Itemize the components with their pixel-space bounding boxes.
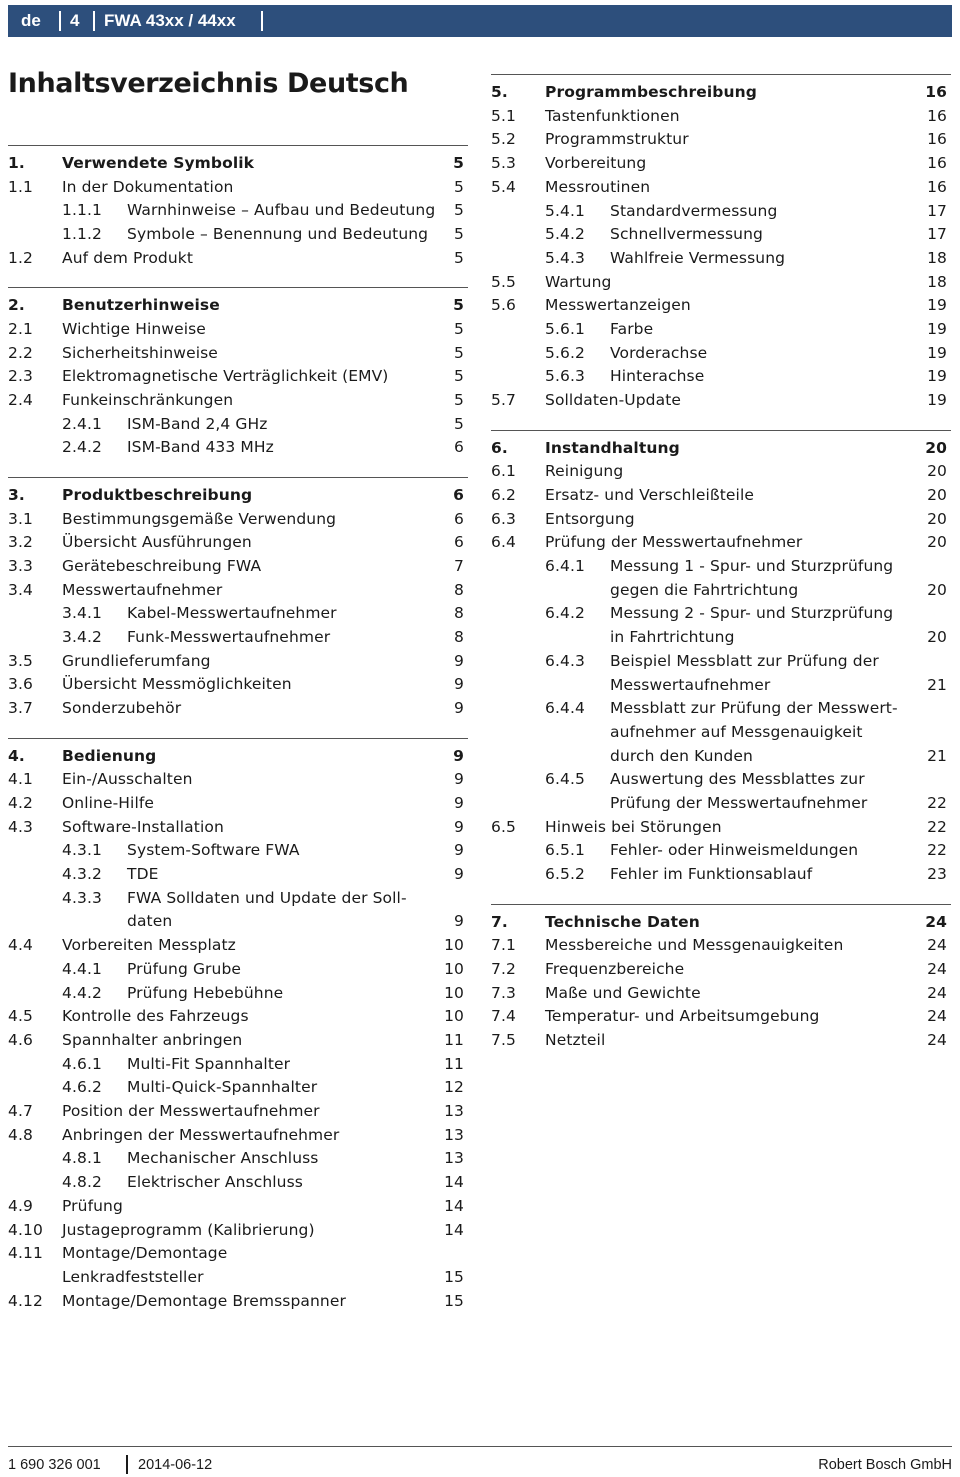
toc-entry-text: Hinterachse xyxy=(610,367,705,386)
header-page-number: 4 xyxy=(70,11,80,30)
toc-entry-number: 3. xyxy=(8,485,25,504)
toc-entry-page: 19 xyxy=(927,320,947,338)
toc-entry-page: 19 xyxy=(927,296,947,315)
page-title: Inhaltsverzeichnis Deutsch xyxy=(8,68,409,99)
toc-entry-page: 18 xyxy=(927,248,947,267)
toc-entry-page: 13 xyxy=(444,1102,464,1120)
toc-entry-number: 6.5.2 xyxy=(545,865,585,884)
header-bar xyxy=(8,5,952,37)
toc-entry-number: 5.4.3 xyxy=(545,248,585,267)
toc-entry-text: Entsorgung xyxy=(545,509,635,528)
toc-entry-number: 3.6 xyxy=(8,675,33,694)
toc-entry-number: 4.5 xyxy=(8,1007,33,1026)
toc-entry-text: Instandhaltung xyxy=(545,438,680,457)
toc-entry-number: 1.1 xyxy=(8,177,33,196)
toc-entry-page: 9 xyxy=(454,770,464,789)
toc-entry-page: 14 xyxy=(444,1220,464,1239)
toc-entry-number: 1.1.1 xyxy=(62,201,102,220)
toc-entry-number: 1. xyxy=(8,154,25,172)
toc-entry-number: 6.4 xyxy=(491,533,516,552)
toc-entry-page: 24 xyxy=(925,912,947,931)
toc-entry-number: 4.3.3 xyxy=(62,888,102,907)
toc-entry-page: 5 xyxy=(454,319,464,338)
toc-entry-page: 17 xyxy=(927,225,947,244)
toc-entry-text: daten xyxy=(127,912,173,931)
toc-entry-text: Ersatz- und Verschleißteile xyxy=(545,485,754,504)
toc-entry-text: System-Software FWA xyxy=(127,841,300,860)
toc-entry-page: 5 xyxy=(454,201,464,220)
toc-entry-number: 7.3 xyxy=(491,983,516,1002)
toc-entry-page: 6 xyxy=(454,509,464,528)
toc-entry-number: 5.6 xyxy=(491,296,516,315)
toc-entry-number: 5.3 xyxy=(491,154,516,173)
toc-entry-text: Auf dem Produkt xyxy=(62,248,194,267)
toc-entry-number: 4.10 xyxy=(8,1220,43,1239)
toc-entry-number: 4.8 xyxy=(8,1125,33,1144)
toc-entry-page: 5 xyxy=(454,248,464,267)
toc-entry-text: Farbe xyxy=(610,320,654,338)
toc-entry-number: 3.4 xyxy=(8,580,33,599)
toc-entry-page: 5 xyxy=(454,225,464,244)
toc-entry-number: 3.3 xyxy=(8,556,33,575)
toc-entry-number: 3.2 xyxy=(8,533,33,552)
toc-entry-number: 6.4.4 xyxy=(545,699,585,718)
toc-entry-text: Sonderzubehör xyxy=(62,699,182,718)
toc-entry-text: Messroutinen xyxy=(545,177,651,196)
toc-entry-page: 17 xyxy=(927,201,947,220)
toc-entry-number: 3.1 xyxy=(8,509,33,528)
toc-entry-page: 6 xyxy=(454,438,464,457)
toc-entry-text: Maße und Gewichte xyxy=(545,983,701,1002)
toc-entry-text: Wartung xyxy=(545,272,612,291)
toc-entry-text: Grundlieferumfang xyxy=(62,651,211,670)
toc-entry-text: durch den Kunden xyxy=(610,746,753,765)
toc-entry-number: 4.8.2 xyxy=(62,1173,102,1192)
toc-entry-page: 9 xyxy=(453,746,464,765)
toc-entry-text: Netzteil xyxy=(545,1031,606,1049)
toc-entry-page: 21 xyxy=(927,746,947,765)
toc-entry-text: Fehler- oder Hinweismeldungen xyxy=(610,841,859,860)
toc-entry-text: Fehler im Funktionsablauf xyxy=(610,865,813,884)
header-model: FWA 43xx / 44xx xyxy=(104,11,236,30)
toc-entry-page: 7 xyxy=(454,556,464,575)
toc-entry-text: Gerätebeschreibung FWA xyxy=(62,556,262,575)
toc-entry-number: 7.1 xyxy=(491,936,516,955)
toc-entry-page: 19 xyxy=(927,391,947,410)
toc-entry-page: 14 xyxy=(444,1173,464,1192)
toc-entry-page: 21 xyxy=(927,675,947,694)
header-separator xyxy=(59,11,61,31)
toc-entry-text: FWA Solldaten und Update der Soll- xyxy=(127,888,407,907)
toc-entry-number: 1.2 xyxy=(8,248,33,267)
footer-separator xyxy=(126,1455,128,1474)
toc-entry-number: 6.4.5 xyxy=(545,770,585,789)
toc-entry-page: 10 xyxy=(444,959,464,978)
toc-entry-number: 2.4 xyxy=(8,391,33,409)
toc-entry-text: Prüfung Hebebühne xyxy=(127,983,284,1002)
toc-entry-text: In der Dokumentation xyxy=(62,177,234,196)
toc-entry-text: Bedienung xyxy=(62,746,157,765)
toc-entry-text: Vorbereitung xyxy=(545,154,647,173)
chapter-rule xyxy=(8,287,468,288)
toc-entry-number: 3.4.1 xyxy=(62,604,102,623)
chapter-rule xyxy=(491,74,951,75)
toc-entry-page: 9 xyxy=(454,912,464,931)
toc-entry-text: Auswertung des Messblattes zur xyxy=(610,770,865,789)
toc-entry-page: 15 xyxy=(444,1291,464,1310)
toc-entry-text: in Fahrtrichtung xyxy=(610,628,735,647)
toc-entry-text: Tastenfunktionen xyxy=(545,106,680,125)
toc-entry-page: 5 xyxy=(454,391,464,409)
toc-entry-page: 5 xyxy=(453,154,464,172)
toc-entry-page: 19 xyxy=(927,367,947,386)
toc-entry-page: 15 xyxy=(444,1267,464,1286)
toc-entry-page: 6 xyxy=(454,533,464,552)
toc-entry-text: Vorbereiten Messplatz xyxy=(62,936,236,955)
toc-entry-number: 4.9 xyxy=(8,1196,33,1215)
toc-entry-page: 5 xyxy=(454,343,464,362)
toc-entry-text: Kontrolle des Fahrzeugs xyxy=(62,1007,249,1026)
header-separator xyxy=(261,11,263,31)
toc-entry-page: 9 xyxy=(454,651,464,670)
toc-entry-text: Symbole – Benennung und Bedeutung xyxy=(127,225,429,244)
toc-entry-number: 7.5 xyxy=(491,1031,516,1049)
toc-entry-page: 16 xyxy=(927,154,947,173)
toc-entry-text: Hinweis bei Störungen xyxy=(545,817,722,836)
toc-entry-text: aufnehmer auf Messgenauigkeit xyxy=(610,722,863,741)
toc-entry-number: 4.4.2 xyxy=(62,983,102,1002)
toc-entry-page: 16 xyxy=(927,130,947,149)
toc-entry-number: 4.3 xyxy=(8,817,33,836)
toc-entry-text: Ein-/Ausschalten xyxy=(62,770,193,789)
toc-entry-text: Prüfung der Messwertaufnehmer xyxy=(545,533,803,552)
toc-entry-text: Prüfung xyxy=(62,1196,123,1215)
toc-entry-text: Übersicht Messmöglichkeiten xyxy=(62,675,292,694)
toc-entry-text: Reinigung xyxy=(545,462,624,481)
toc-entry-number: 6.4.1 xyxy=(545,557,585,575)
toc-entry-page: 8 xyxy=(454,628,464,646)
toc-entry-text: Beispiel Messblatt zur Prüfung der xyxy=(610,651,879,670)
toc-entry-text: ISM-Band 433 MHz xyxy=(127,438,274,457)
toc-entry-text: Multi-Quick-Spannhalter xyxy=(127,1078,318,1097)
toc-entry-text: Übersicht Ausführungen xyxy=(62,533,252,552)
toc-entry-page: 5 xyxy=(454,367,464,386)
toc-entry-number: 3.4.2 xyxy=(62,628,102,646)
toc-entry-number: 6.2 xyxy=(491,485,516,504)
toc-entry-text: TDE xyxy=(127,865,159,883)
toc-entry-number: 6.3 xyxy=(491,509,516,528)
toc-entry-number: 2.3 xyxy=(8,367,33,386)
toc-entry-text: Schnellvermessung xyxy=(610,225,763,244)
toc-entry-text: Solldaten-Update xyxy=(545,391,682,410)
toc-entry-text: Messwertanzeigen xyxy=(545,296,691,315)
toc-entry-number: 6.5 xyxy=(491,817,516,836)
toc-entry-page: 20 xyxy=(927,628,947,647)
toc-entry-text: Kabel-Messwertaufnehmer xyxy=(127,604,337,623)
toc-entry-number: 7.2 xyxy=(491,959,516,978)
toc-entry-page: 10 xyxy=(444,936,464,955)
toc-entry-page: 9 xyxy=(454,817,464,836)
toc-entry-text: ISM-Band 2,4 GHz xyxy=(127,414,268,433)
toc-entry-number: 4.2 xyxy=(8,793,33,812)
toc-entry-text: Wahlfreie Vermessung xyxy=(610,248,786,267)
toc-entry-page: 6 xyxy=(453,485,464,504)
toc-entry-text: Spannhalter anbringen xyxy=(62,1030,243,1049)
toc-entry-text: Online-Hilfe xyxy=(62,793,155,812)
toc-entry-page: 24 xyxy=(927,1007,947,1026)
toc-entry-number: 5.6.2 xyxy=(545,343,585,362)
toc-entry-text: Technische Daten xyxy=(545,912,700,931)
toc-entry-page: 10 xyxy=(444,983,464,1002)
toc-entry-text: Position der Messwertaufnehmer xyxy=(62,1102,320,1120)
toc-entry-page: 22 xyxy=(927,817,947,836)
toc-entry-number: 4.4 xyxy=(8,936,33,955)
toc-entry-page: 24 xyxy=(927,936,947,955)
page-footer xyxy=(8,1446,952,1477)
toc-entry-number: 4.1 xyxy=(8,770,33,789)
toc-entry-number: 4.7 xyxy=(8,1102,33,1120)
toc-entry-page: 8 xyxy=(454,580,464,599)
toc-entry-number: 3.5 xyxy=(8,651,33,670)
toc-entry-page: 16 xyxy=(927,177,947,196)
toc-entry-number: 2. xyxy=(8,296,25,315)
toc-entry-number: 1.1.2 xyxy=(62,225,102,244)
toc-entry-text: Bestimmungsgemäße Verwendung xyxy=(62,509,337,528)
footer-date: 2014-06-12 xyxy=(138,1457,213,1473)
toc-entry-page: 24 xyxy=(927,959,947,978)
toc-entry-page: 24 xyxy=(927,983,947,1002)
chapter-rule xyxy=(8,738,468,739)
toc-entry-number: 4.3.2 xyxy=(62,865,102,883)
toc-entry-page: 13 xyxy=(444,1149,464,1168)
toc-entry-text: gegen die Fahrtrichtung xyxy=(610,580,799,599)
toc-entry-page: 22 xyxy=(927,841,947,860)
toc-entry-page: 11 xyxy=(444,1054,464,1073)
toc-entry-text: Prüfung Grube xyxy=(127,959,242,978)
toc-entry-text: Benutzerhinweise xyxy=(62,296,220,315)
toc-entry-number: 5.6.3 xyxy=(545,367,585,386)
toc-entry-number: 5. xyxy=(491,83,508,101)
footer-doc-number: 1 690 326 001 xyxy=(8,1457,101,1473)
toc-entry-number: 7. xyxy=(491,912,508,931)
toc-entry-page: 24 xyxy=(927,1031,947,1049)
toc-entry-text: Funk-Messwertaufnehmer xyxy=(127,628,331,646)
toc-entry-number: 5.4.1 xyxy=(545,201,585,220)
toc-entry-text: Messung 1 - Spur- und Sturzprüfung xyxy=(610,557,894,575)
toc-entry-number: 2.4.2 xyxy=(62,438,102,457)
toc-entry-text: Messwertaufnehmer xyxy=(62,580,223,599)
toc-entry-text: Messblatt zur Prüfung der Messwert- xyxy=(610,699,898,718)
toc-entry-number: 4.12 xyxy=(8,1291,43,1310)
toc-entry-number: 5.5 xyxy=(491,272,516,291)
toc-entry-page: 9 xyxy=(454,699,464,718)
toc-entry-text: Funkeinschränkungen xyxy=(62,391,234,409)
toc-entry-text: Montage/Demontage Bremsspanner xyxy=(62,1291,346,1310)
toc-entry-number: 6.4.2 xyxy=(545,604,585,623)
toc-entry-number: 4.6 xyxy=(8,1030,33,1049)
toc-entry-number: 4.4.1 xyxy=(62,959,102,978)
toc-entry-number: 5.1 xyxy=(491,106,516,125)
toc-entry-page: 8 xyxy=(454,604,464,623)
toc-entry-text: Verwendete Symbolik xyxy=(62,154,255,172)
toc-entry-number: 5.6.1 xyxy=(545,320,585,338)
toc-entry-page: 11 xyxy=(444,1030,464,1049)
toc-entry-number: 2.2 xyxy=(8,343,33,362)
toc-entry-number: 5.4 xyxy=(491,177,516,196)
toc-entry-text: Messbereiche und Messgenauigkeiten xyxy=(545,936,844,955)
toc-entry-number: 5.4.2 xyxy=(545,225,585,244)
toc-entry-page: 9 xyxy=(454,865,464,883)
toc-entry-text: Vorderachse xyxy=(610,343,708,362)
toc-entry-page: 18 xyxy=(927,272,947,291)
toc-entry-page: 20 xyxy=(927,485,947,504)
toc-entry-text: Anbringen der Messwertaufnehmer xyxy=(62,1125,340,1144)
toc-entry-text: Frequenzbereiche xyxy=(545,959,685,978)
toc-entry-text: Montage/Demontage xyxy=(62,1244,228,1263)
toc-entry-number: 4.3.1 xyxy=(62,841,102,860)
toc-entry-text: Sicherheitshinweise xyxy=(62,343,218,362)
toc-entry-page: 20 xyxy=(927,462,947,481)
toc-entry-page: 20 xyxy=(927,509,947,528)
toc-entry-number: 3.7 xyxy=(8,699,33,718)
header-language: de xyxy=(21,11,41,30)
toc-entry-number: 2.4.1 xyxy=(62,414,102,433)
toc-entry-number: 4.11 xyxy=(8,1244,43,1263)
toc-entry-text: Lenkradfeststeller xyxy=(62,1267,204,1286)
toc-entry-page: 13 xyxy=(444,1125,464,1144)
toc-entry-text: Standardvermessung xyxy=(610,201,778,220)
toc-entry-page: 20 xyxy=(925,438,947,457)
toc-entry-number: 6. xyxy=(491,438,508,457)
toc-entry-page: 9 xyxy=(454,841,464,860)
toc-entry-number: 6.1 xyxy=(491,462,516,481)
toc-entry-text: Software-Installation xyxy=(62,817,224,836)
toc-entry-page: 9 xyxy=(454,675,464,694)
toc-entry-text: Prüfung der Messwertaufnehmer xyxy=(610,794,868,812)
toc-entry-text: Wichtige Hinweise xyxy=(62,319,206,338)
toc-entry-text: Elektrischer Anschluss xyxy=(127,1173,303,1192)
toc-entry-number: 4.8.1 xyxy=(62,1149,102,1168)
toc-entry-page: 22 xyxy=(927,794,947,812)
toc-entry-page: 9 xyxy=(454,793,464,812)
toc-entry-text: Elektromagnetische Verträglichkeit (EMV) xyxy=(62,367,389,386)
toc-entry-number: 6.4.3 xyxy=(545,651,585,670)
toc-entry-text: Messwertaufnehmer xyxy=(610,675,771,694)
chapter-rule xyxy=(8,145,468,146)
toc-entry-page: 20 xyxy=(927,533,947,552)
toc-entry-text: Programmstruktur xyxy=(545,130,689,149)
toc-entry-page: 16 xyxy=(925,83,947,101)
toc-entry-page: 19 xyxy=(927,343,947,362)
toc-entry-text: Produktbeschreibung xyxy=(62,485,253,504)
toc-entry-number: 2.1 xyxy=(8,319,33,338)
toc-entry-page: 20 xyxy=(927,580,947,599)
toc-entry-text: Messung 2 - Spur- und Sturzprüfung xyxy=(610,604,894,623)
toc-entry-text: Multi-Fit Spannhalter xyxy=(127,1054,291,1073)
toc-entry-page: 12 xyxy=(444,1078,464,1097)
toc-entry-page: 5 xyxy=(454,177,464,196)
toc-entry-text: Temperatur- und Arbeitsumgebung xyxy=(545,1007,820,1026)
toc-entry-number: 4. xyxy=(8,746,25,765)
toc-entry-number: 7.4 xyxy=(491,1007,516,1026)
chapter-rule xyxy=(491,904,951,905)
toc-entry-number: 6.5.1 xyxy=(545,841,585,860)
chapter-rule xyxy=(8,477,468,478)
toc-entry-page: 16 xyxy=(927,106,947,125)
toc-entry-text: Programmbeschreibung xyxy=(545,83,757,101)
toc-entry-text: Justageprogramm (Kalibrierung) xyxy=(62,1220,315,1239)
toc-entry-number: 4.6.1 xyxy=(62,1054,102,1073)
toc-entry-text: Mechanischer Anschluss xyxy=(127,1149,319,1168)
toc-entry-text: Warnhinweise – Aufbau und Bedeutung xyxy=(127,201,436,220)
toc-entry-number: 4.6.2 xyxy=(62,1078,102,1097)
toc-entry-page: 5 xyxy=(453,296,464,315)
toc-entry-page: 5 xyxy=(454,414,464,433)
header-separator xyxy=(93,11,95,31)
chapter-rule xyxy=(491,430,951,431)
toc-entry-page: 23 xyxy=(927,865,947,884)
toc-entry-number: 5.7 xyxy=(491,391,516,410)
toc-entry-page: 10 xyxy=(444,1007,464,1026)
toc-entry-page: 14 xyxy=(444,1196,464,1215)
toc-entry-number: 5.2 xyxy=(491,130,516,149)
footer-company: Robert Bosch GmbH xyxy=(818,1457,952,1473)
